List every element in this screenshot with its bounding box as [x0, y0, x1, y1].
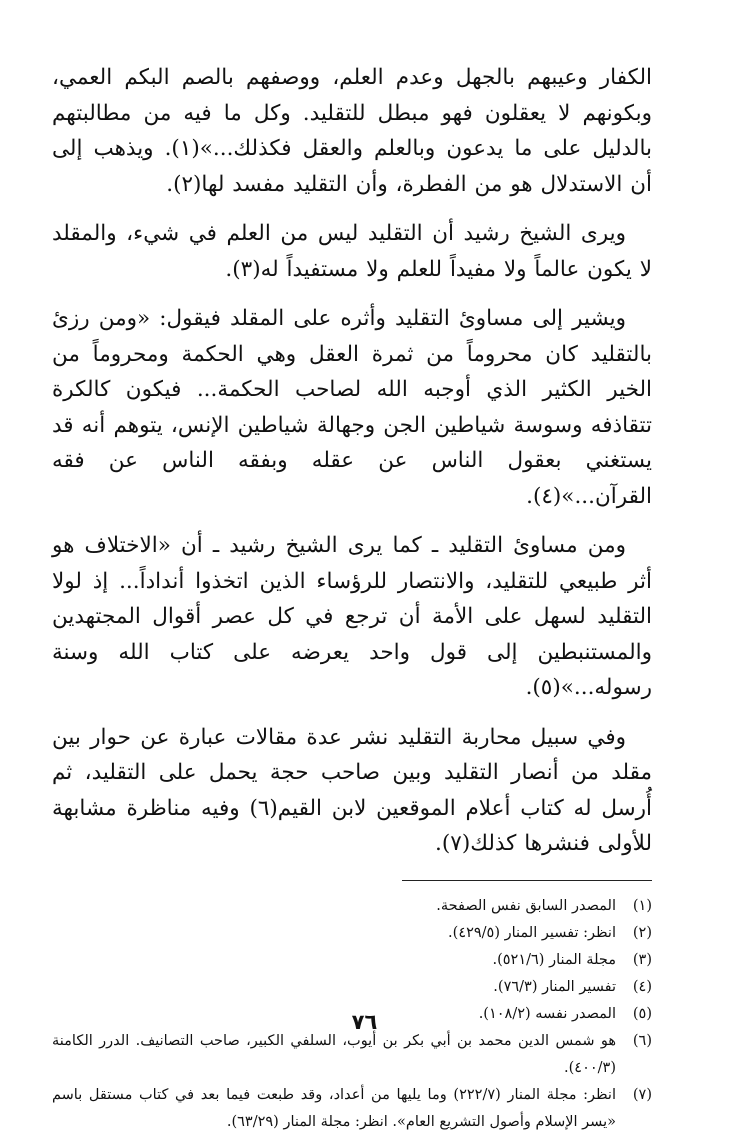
footnote-4: [52, 974, 652, 1001]
page-body: [52, 60, 652, 1136]
paragraph-2-text: ويرى الشيخ رشيد أن التقليد ليس من العلم في شيء، والمقلد لا يكون عالماً ولا مفيداً للعلم ولا مستفيداً له(٣).: [52, 221, 652, 282]
paragraph-1: [52, 60, 652, 202]
footnote-1: [52, 893, 652, 920]
footnote-number: (٤): [632, 978, 652, 995]
footnote-3: [52, 947, 652, 974]
footnote-number: (٥): [632, 1005, 652, 1022]
footnote-text: انظر: مجلة المنار (٢٢٢/٧) وما يليها من أعداد، وقد طبعت فيما بعد في كتاب مستقل باسم «يسر الإسلام وأصول التشريع العام». انظر: مجلة المنار (٦٣/٢٩).: [52, 1086, 617, 1130]
footnote-divider: [402, 880, 652, 881]
paragraph-4-text: ومن مساوئ التقليد ـ كما يرى الشيخ رشيد ـ أن «الاختلاف هو أثر طبيعي للتقليد، والانتصار للرؤساء الذين اتخذوا أنداداً... إذ لولا التقليد لسهل على الأمة أن ترجع في كل عصر أقوال المجتهدين والمستنبطين إلى قول واحد يعرضه على كتاب الله وسنة رسوله...»(٥).: [52, 533, 652, 700]
paragraph-5-text: وفي سبيل محاربة التقليد نشر عدة مقالات عبارة عن حوار بين مقلد من أنصار التقليد وبين صاحب حجة يحمل على التقليد، ثم أُرسل له كتاب أعلام الموقعين لابن القيم(٦) وفيه مناظرة مشابهة للأولى فنشرها كذلك(٧).: [52, 724, 652, 856]
footnote-text: المصدر نفسه (١٠٨/٢).: [478, 1005, 616, 1022]
footnote-number: (١): [632, 897, 652, 914]
paragraph-5: [52, 720, 652, 862]
footnote-number: (٣): [632, 951, 652, 968]
footnote-text: مجلة المنار (٥٢١/٦).: [492, 951, 616, 968]
footnote-number: (٦): [632, 1032, 652, 1049]
footnote-number: (٢): [632, 924, 652, 941]
paragraph-3-text: ويشير إلى مساوئ التقليد وأثره على المقلد فيقول: «ومن رزئ بالتقليد كان محروماً من ثمرة العقل وهي الحكمة ومحروماً من الخير الكثير الذي أوجبه الله لصاحب الحكمة... فيكون كالكرة تتقاذفه وسوسة شياطين الجن وجهالة شياطين الإنس، يتوهم أنه قد يستغني بعقول الناس عن عقله وبفقه الناس عن فقه القرآن...»(٤).: [52, 306, 652, 509]
page-number: ٧٦: [351, 1010, 378, 1034]
footnote-text: المصدر السابق نفس الصفحة.: [436, 897, 616, 914]
footnote-text: انظر: تفسير المنار (٤٢٩/٥).: [448, 924, 616, 941]
footnote-6: [52, 1028, 652, 1082]
paragraph-1-text: الكفار وعيبهم بالجهل وعدم العلم، ووصفهم بالصم البكم العمي، وبكونهم لا يعقلون فهو مبطل للتقليد. وكل ما فيه من مطالبتهم بالدليل على ما يدعون وبالعلم والعقل فكذلك...»(١). ويذهب إلى أن الاستدلال هو من الفطرة، وأن التقليد مفسد لها(٢).: [52, 65, 653, 197]
paragraph-3: [52, 301, 652, 514]
paragraph-2: [52, 216, 652, 287]
footnote-number: (٧): [632, 1086, 652, 1103]
footnote-text: هو شمس الدين محمد بن أبي بكر بن أيوب، السلفي الكبير، صاحب التصانيف. الدرر الكامنة (٤٠٠/٣).: [52, 1032, 616, 1076]
paragraph-4: [52, 528, 652, 706]
footnote-text: تفسير المنار (٧٦/٣).: [493, 978, 616, 995]
footnote-2: [52, 920, 652, 947]
